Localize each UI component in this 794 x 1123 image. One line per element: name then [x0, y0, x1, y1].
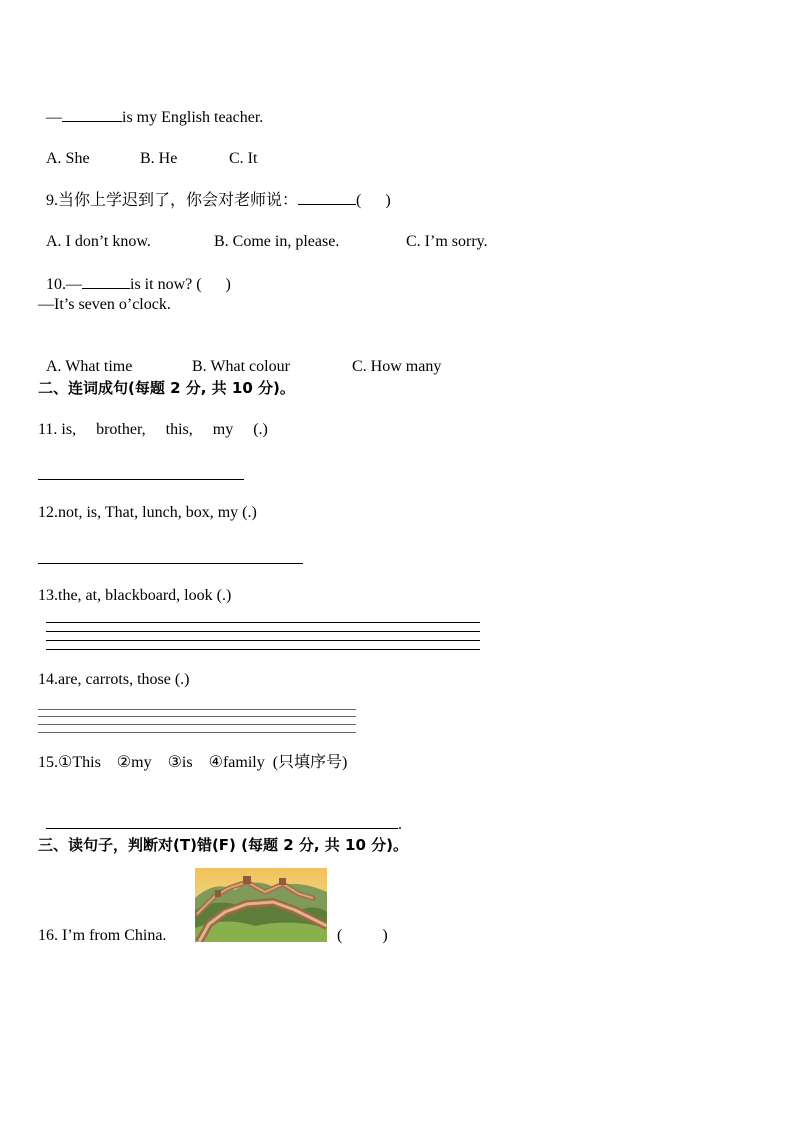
q12-words: 12.not, is, That, lunch, box, my (.)	[38, 504, 257, 521]
q9-line	[38, 170, 391, 211]
q9-blank[interactable]	[298, 190, 356, 205]
q16-answer-paren[interactable]: ( )	[337, 927, 388, 944]
great-wall-image	[195, 868, 327, 942]
q9-prompt: 9.当你上学迟到了，你会对老师说：	[46, 192, 299, 209]
q15-answer-row	[38, 794, 402, 835]
section3-heading: 三、读句子，判断对(T)错(F) (每题 2 分, 共 10 分)。	[38, 836, 408, 854]
q10-blank[interactable]	[82, 274, 130, 289]
q9-answer-paren[interactable]: ( )	[356, 192, 391, 209]
q9-option-c[interactable]: C. I’m sorry.	[406, 233, 488, 250]
q12-answer-line[interactable]	[38, 563, 303, 564]
q8-dash: —	[46, 109, 62, 126]
q8-text: is my English teacher.	[122, 109, 264, 126]
q8-options	[38, 129, 257, 169]
q13-rule-4	[46, 649, 480, 650]
q9-option-a[interactable]: A. I don’t know.	[46, 233, 151, 250]
q8-option-c[interactable]: C. It	[229, 150, 258, 167]
q8-blank[interactable]	[62, 107, 122, 122]
section2-heading: 二、连词成句(每题 2 分, 共 10 分)。	[38, 379, 295, 397]
q10-option-b[interactable]: B. What colour	[192, 358, 290, 375]
q10-option-c[interactable]: C. How many	[352, 358, 442, 375]
q14-rule-4	[38, 732, 356, 733]
q8-line	[38, 87, 263, 128]
q16-text: 16. I’m from China.	[38, 927, 167, 944]
q11-answer-line[interactable]	[38, 479, 244, 480]
q9-option-b[interactable]: B. Come in, please.	[214, 233, 340, 250]
q15-words: 15.①This ②my ③is ④family (只填序号)	[38, 754, 348, 771]
q15-answer-line[interactable]	[46, 814, 398, 829]
q13-rule-2	[46, 631, 480, 632]
q13-rule-3	[46, 640, 480, 641]
q10-text: is it now?	[130, 276, 193, 293]
q10-answer-paren[interactable]: ( )	[196, 276, 231, 293]
q9-options	[38, 212, 488, 252]
q13-rule-1	[46, 622, 480, 623]
q13-words: 13.the, at, blackboard, look (.)	[38, 587, 232, 604]
q10-option-a[interactable]: A. What time	[46, 358, 133, 375]
q14-rule-1	[38, 709, 356, 710]
great-wall-illustration	[195, 868, 327, 942]
q11-words: 11. is, brother, this, my (.)	[38, 421, 268, 438]
q10-options	[38, 337, 441, 377]
q14-rule-2	[38, 716, 356, 717]
q10-line	[38, 254, 231, 295]
q8-option-b[interactable]: B. He	[140, 150, 178, 167]
q15-period: .	[398, 816, 402, 833]
q10-number: 10.—	[46, 276, 82, 293]
q14-words: 14.are, carrots, those (.)	[38, 671, 190, 688]
q10-reply: —It’s seven o’clock.	[38, 296, 171, 313]
q14-rule-3	[38, 724, 356, 725]
q8-option-a[interactable]: A. She	[46, 150, 90, 167]
